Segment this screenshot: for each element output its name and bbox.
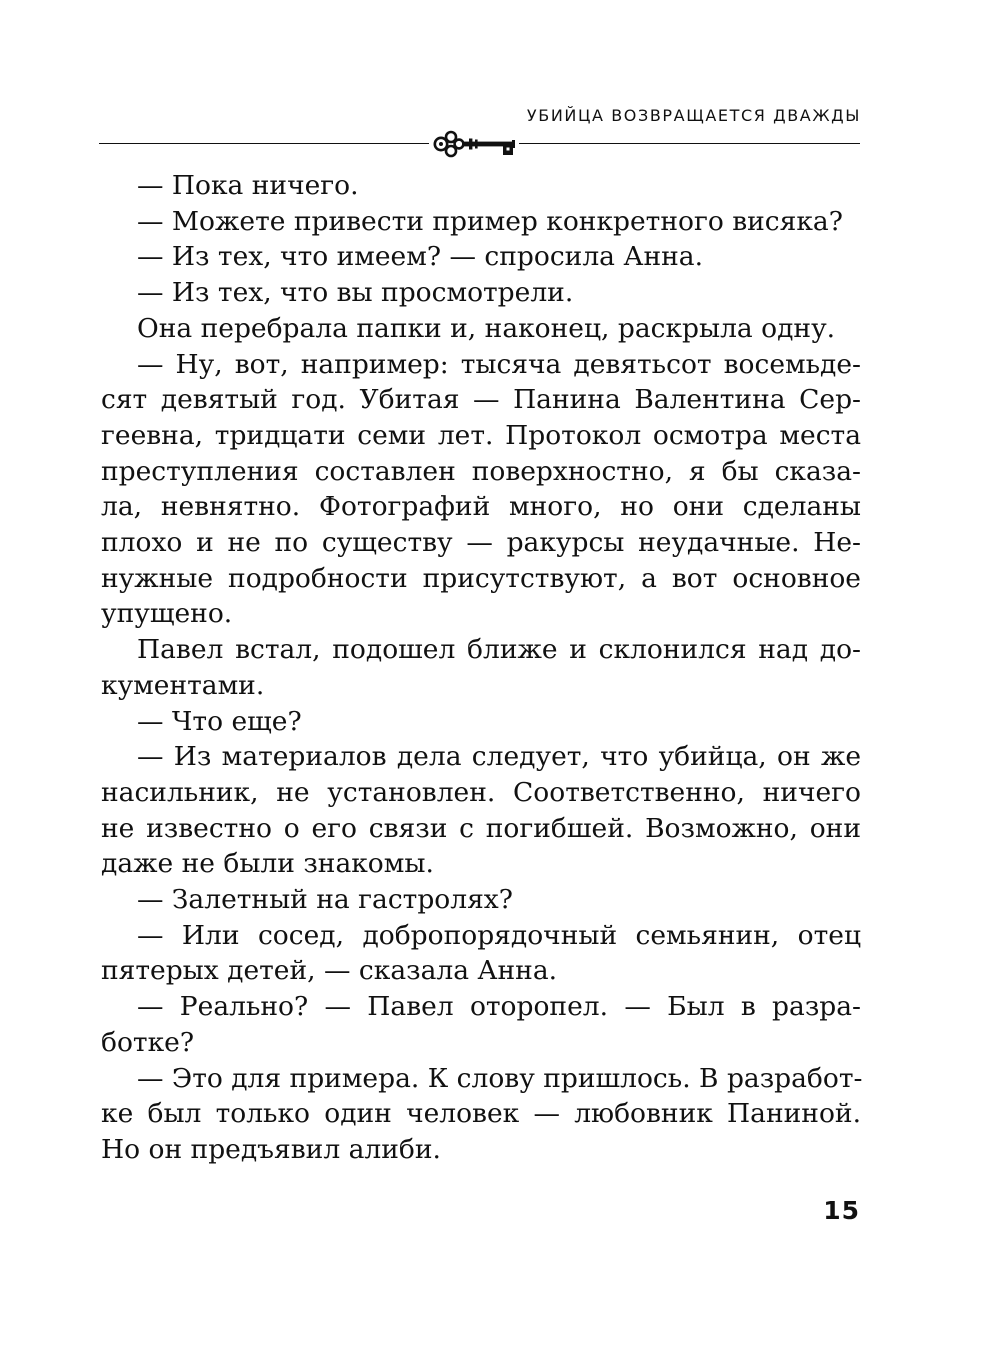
paragraph <box>101 275 861 311</box>
text-line: нужные подробности присутствуют, а вот основное <box>101 562 861 594</box>
text-line: ботке? <box>101 1026 195 1058</box>
body-text <box>101 168 861 1168</box>
paragraph <box>101 239 861 275</box>
text-line: — Пока ничего. <box>137 170 359 201</box>
paragraph <box>101 632 861 703</box>
text-line: Павел встал, подошел ближе и склонился над до- <box>137 634 861 666</box>
paragraph <box>101 168 861 204</box>
paragraph <box>101 704 861 740</box>
text-line: Но он предъявил алиби. <box>101 1133 441 1165</box>
text-line: — Залетный на гастролях? <box>137 884 513 916</box>
text-line: пятерых детей, — сказала Анна. <box>101 955 558 987</box>
page-number: 15 <box>823 1196 860 1225</box>
text-line: плохо и не по существу — ракурсы неудачные. Не- <box>101 527 861 559</box>
text-line: — Или сосед, добропорядочный семьянин, отец <box>137 919 861 951</box>
text-line: — Это для примера. К слову пришлось. В разработ- <box>137 1062 863 1094</box>
paragraph <box>101 918 861 989</box>
text-line: — Из тех, что имеем? — спросила Анна. <box>137 241 704 273</box>
paragraph <box>101 311 861 347</box>
paragraph <box>101 882 861 918</box>
text-line: упущено. <box>101 598 233 630</box>
paragraph <box>101 989 861 1060</box>
text-line: — Из тех, что вы просмотрели. <box>137 277 574 309</box>
paragraph <box>101 347 861 633</box>
text-line: — Реально? — Павел оторопел. — Был в разра- <box>137 991 861 1023</box>
key-icon <box>426 128 522 160</box>
text-line: даже не были знакомы. <box>101 848 434 880</box>
text-line: насильник, не установлен. Соответственно, ничего <box>101 776 861 808</box>
text-line: ке был только один человек — любовник Паниной. <box>101 1098 861 1130</box>
text-line: — Из материалов дела следует, что убийца, он же <box>137 741 861 773</box>
text-line: — Ну, вот, например: тысяча девятьсот восемьде- <box>137 348 861 380</box>
paragraph <box>101 204 861 240</box>
text-line: геевна, тридцати семи лет. Протокол осмотра места <box>101 419 861 451</box>
text-line: преступления составлен поверхностно, я бы сказа- <box>101 455 861 487</box>
paragraph <box>101 739 861 882</box>
text-line: — Можете привести пример конкретного висяка? <box>137 205 843 237</box>
text-line: кументами. <box>101 669 265 701</box>
text-line: сят девятый год. Убитая — Панина Валентина Сер- <box>101 384 861 416</box>
text-line: ла, невнятно. Фотографий много, но они сделаны <box>101 491 861 523</box>
text-line: не известно о его связи с погибшей. Возможно, они <box>101 812 861 844</box>
running-title: УБИЙЦА ВОЗВРАЩАЕТСЯ ДВАЖДЫ <box>526 106 861 125</box>
text-line: — Что еще? <box>137 705 302 737</box>
paragraph <box>101 1061 861 1168</box>
text-line: Она перебрала папки и, наконец, раскрыла одну. <box>137 312 836 344</box>
